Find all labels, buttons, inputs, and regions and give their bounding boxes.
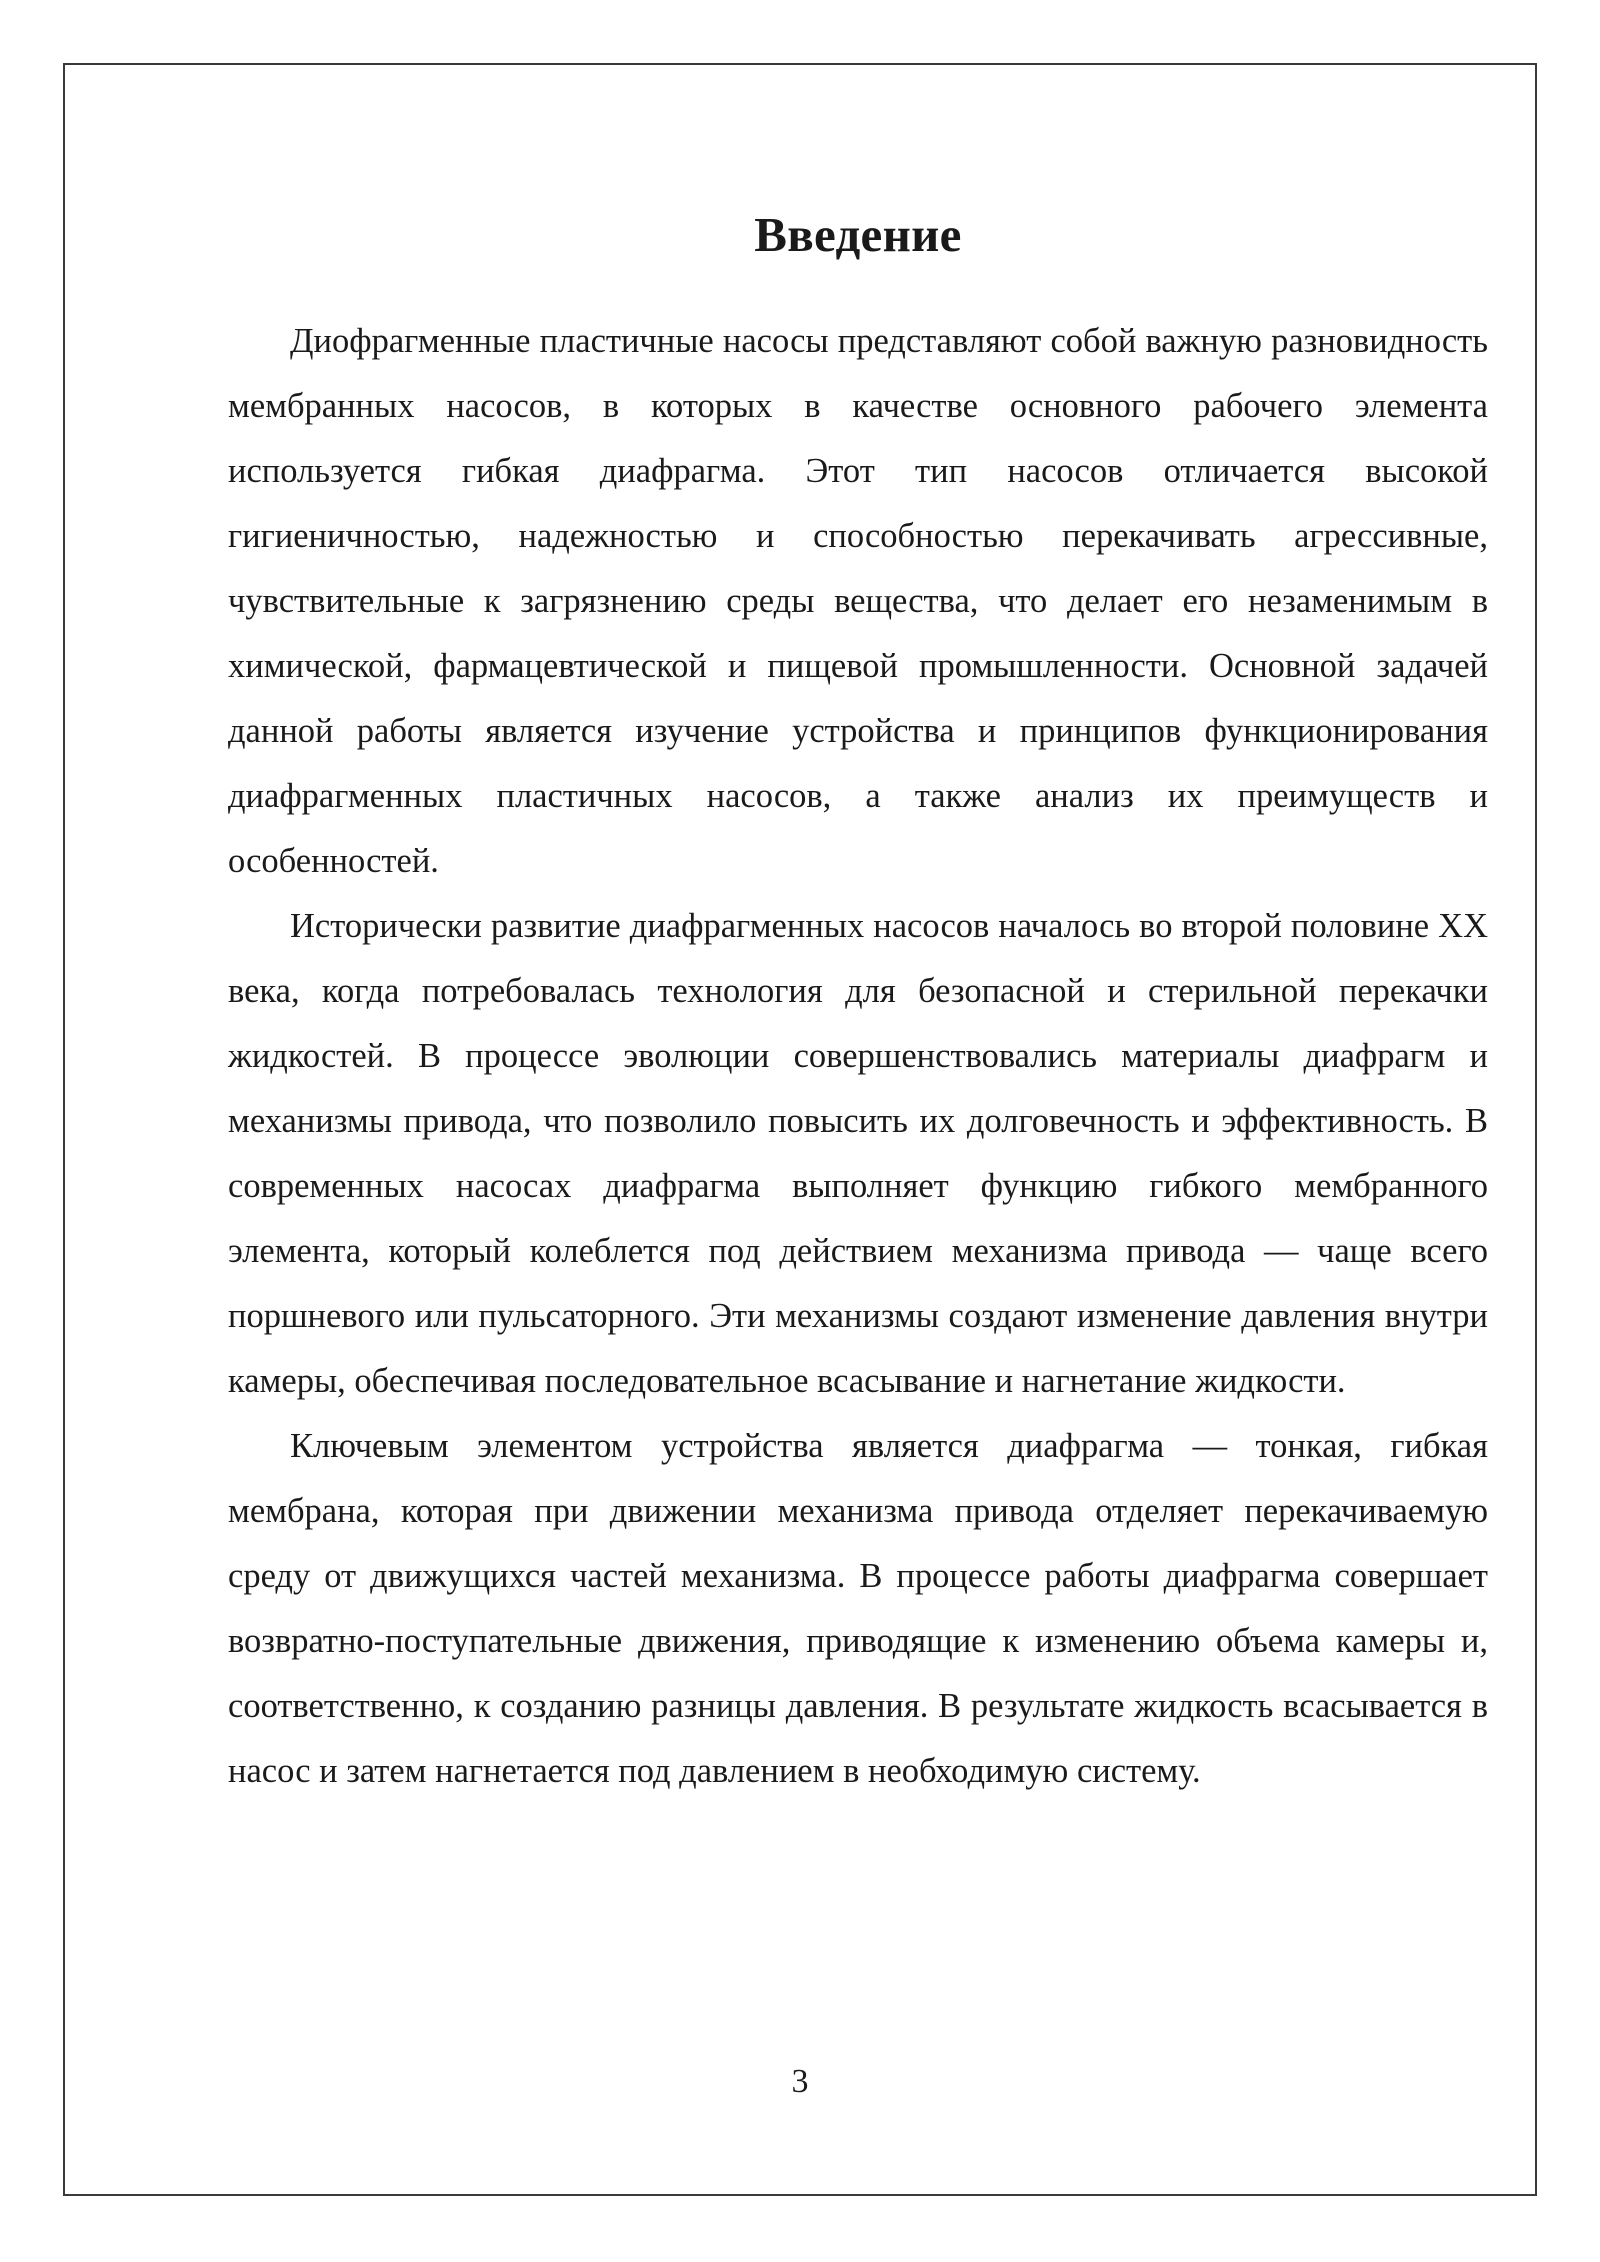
page-title: Введение xyxy=(754,207,962,262)
page-number: 3 xyxy=(791,2063,809,2100)
body-text xyxy=(228,309,1488,1804)
paragraph: Диофрагменные пластичные насосы представляют собой важную разновидность мембранных насосов, в которых в качестве основного рабочего элемента используется гибкая диафрагма. Этот тип насосов отличается высокой гигиеничностью, надежностью и способностью перекачивать агрессивные, чувствительные к загрязнению среды вещества, что делает его незаменимым в химической, фармацевтической и пищевой промышленности. Основной задачей данной работы является изучение устройства и принципов функционирования диафрагменных пластичных насосов, а также анализ их преимуществ и особенностей. xyxy=(228,322,1488,880)
paragraph: Ключевым элементом устройства является диафрагма — тонкая, гибкая мембрана, которая при движении механизма привода отделяет перекачиваемую среду от движущихся частей механизма. В процессе работы диафрагма совершает возвратно-поступательные движения, приводящие к изменению объема камеры и, соответственно, к созданию разницы давления. В результате жидкость всасывается в насос и затем нагнетается под давлением в необходимую систему. xyxy=(228,1427,1488,1790)
page-content xyxy=(228,205,1488,1804)
paragraph: Исторически развитие диафрагменных насосов началось во второй половине XX века, когда потребовалась технология для безопасной и стерильной перекачки жидкостей. В процессе эволюции совершенствовались материалы диафрагм и механизмы привода, что позволило повысить их долговечность и эффективность. В современных насосах диафрагма выполняет функцию гибкого мембранного элемента, который колеблется под действием механизма привода — чаще всего поршневого или пульсаторного. Эти механизмы создают изменение давления внутри камеры, обеспечивая последовательное всасывание и нагнетание жидкости. xyxy=(228,907,1488,1400)
